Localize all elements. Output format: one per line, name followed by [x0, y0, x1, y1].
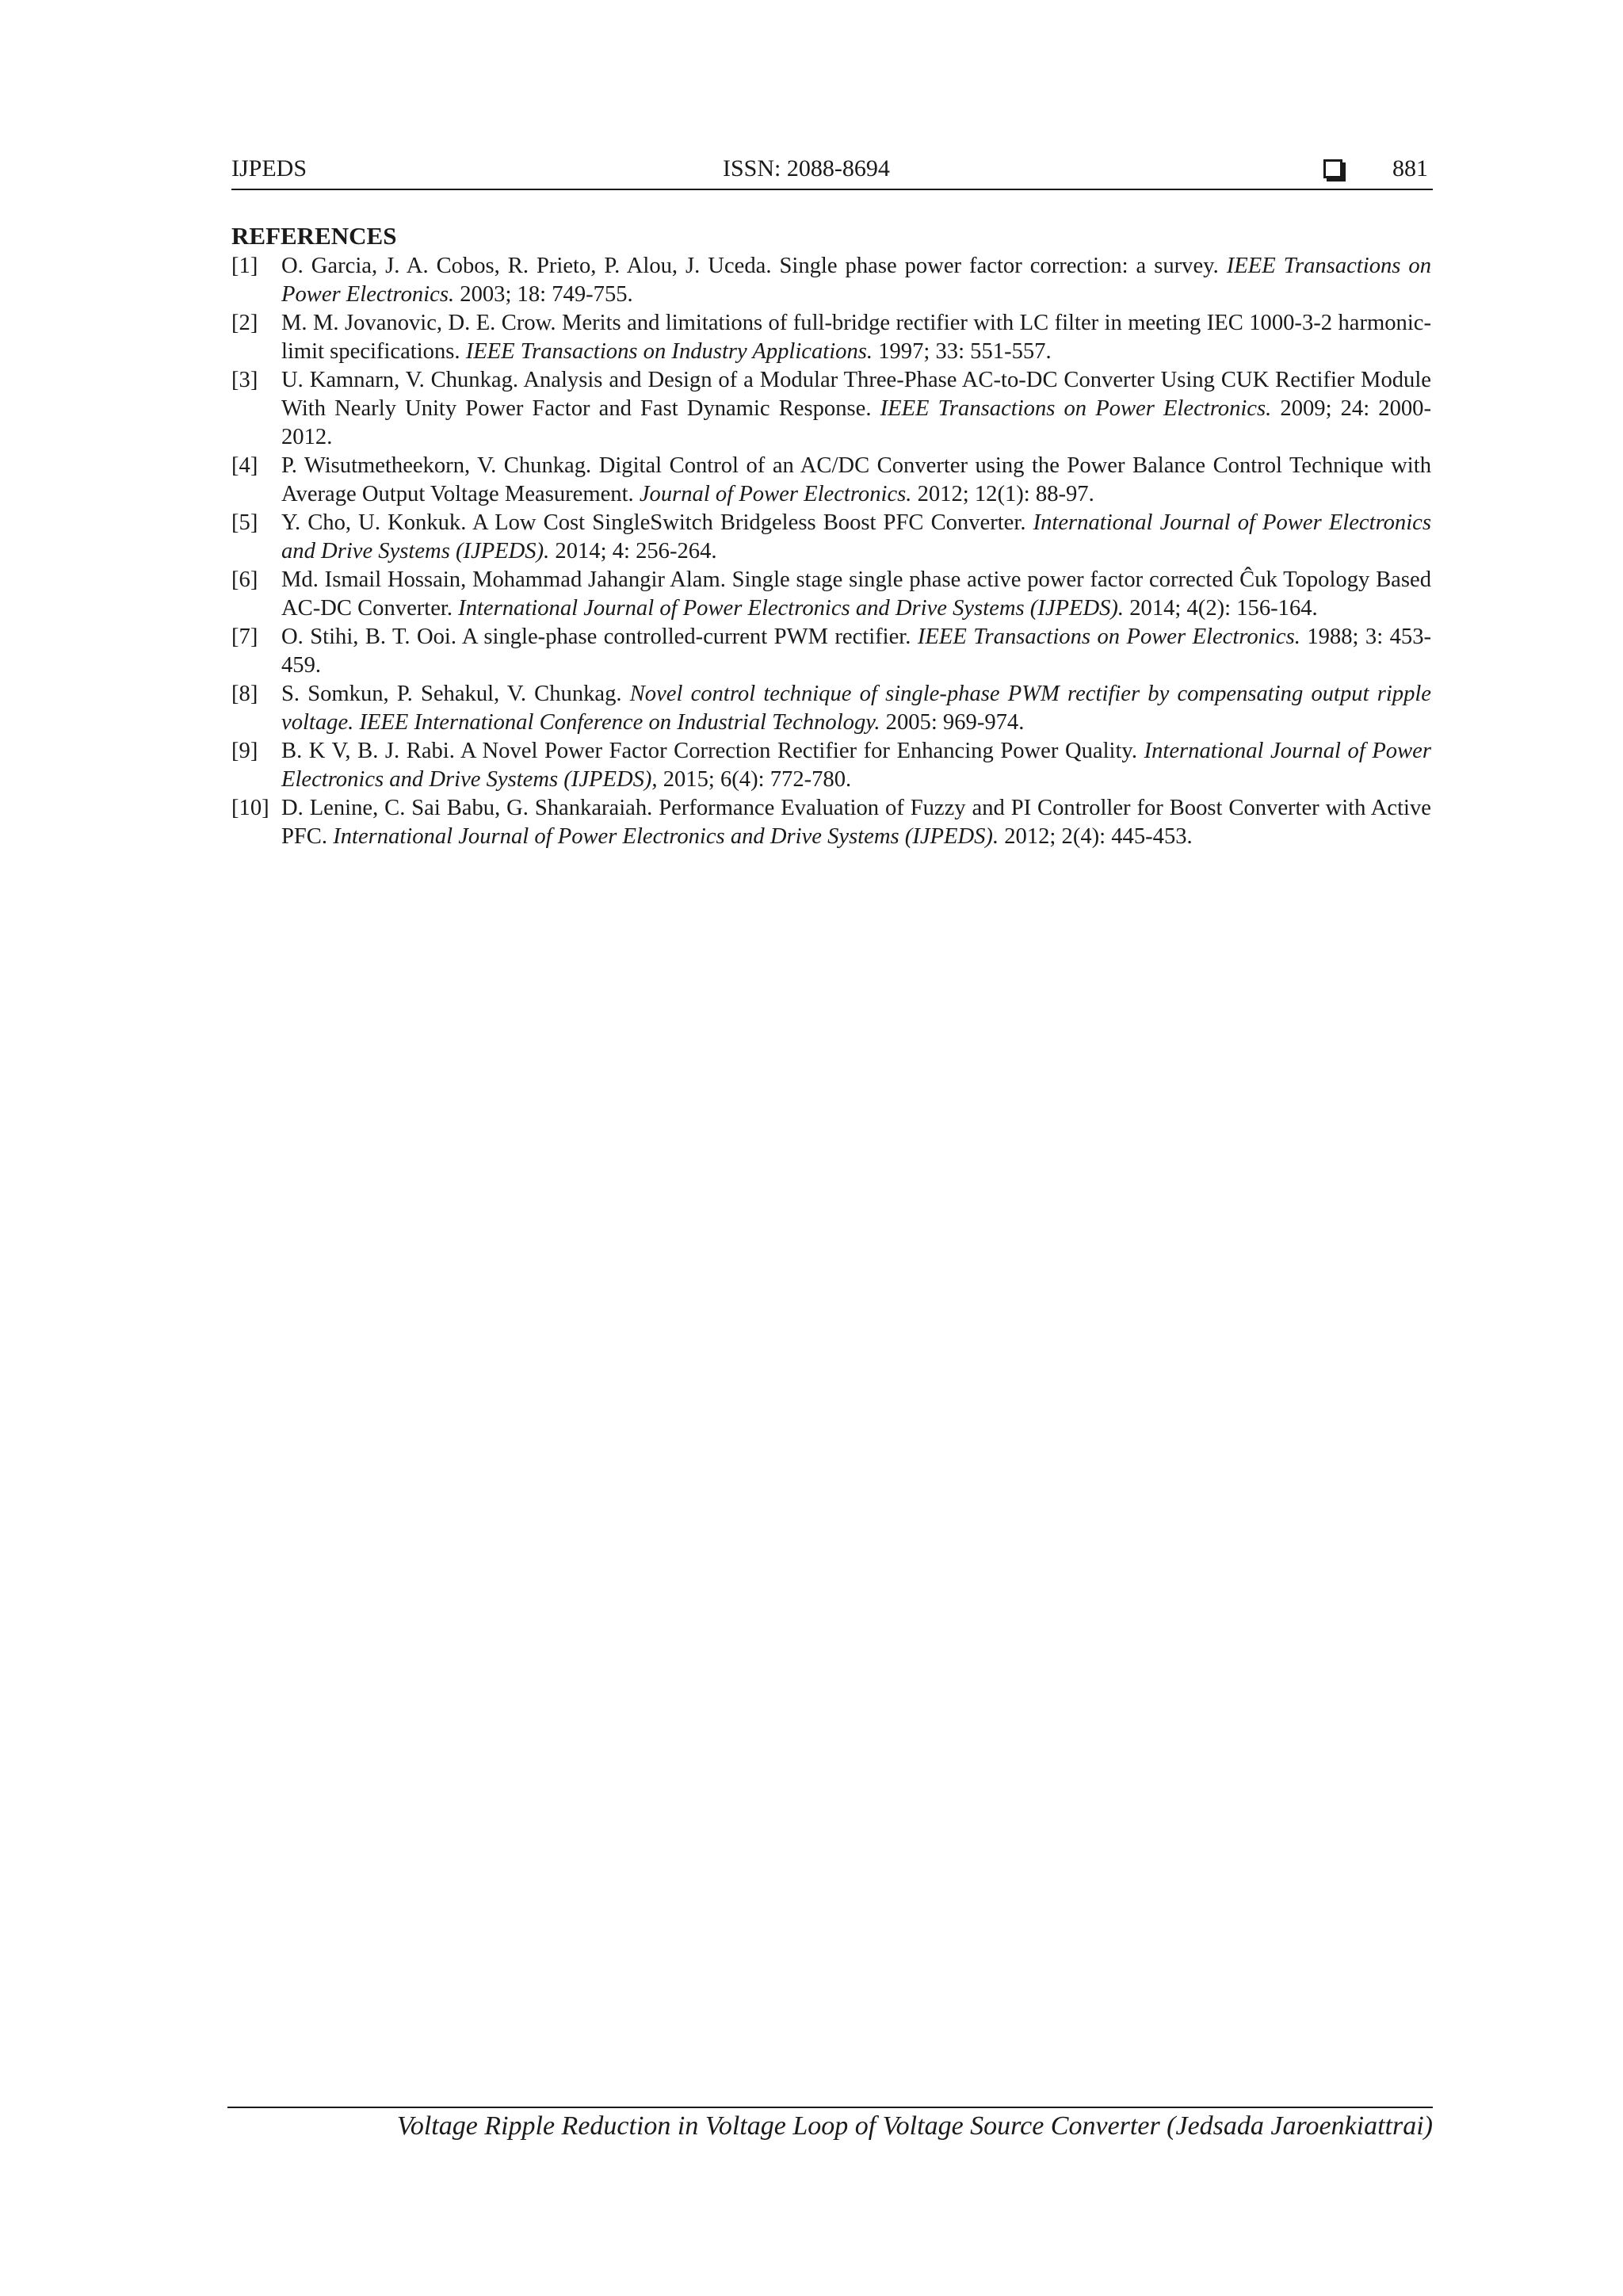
journal-abbreviation: IJPEDS	[231, 155, 307, 181]
reference-number: [7]	[231, 625, 258, 649]
reference-title: Single stage single phase active power factor corrected Ĉuk Topology Based AC-DC Converter.	[281, 567, 1431, 621]
reference-number: [4]	[231, 453, 258, 478]
reference-title: A Novel Power Factor Correction Rectifier for Enhancing Power Quality.	[460, 739, 1144, 763]
reference-details: 2012; 2(4): 445-453.	[999, 824, 1193, 849]
reference-number: [3]	[231, 368, 258, 392]
reference-source: International Journal of Power Electronics and Drive Systems (IJPEDS).	[333, 824, 999, 849]
reference-number: [2]	[231, 311, 258, 335]
reference-item	[231, 794, 1431, 851]
reference-source: IEEE Transactions on Industry Applications.	[465, 339, 873, 364]
reference-list	[231, 252, 1431, 851]
reference-details: 1997; 33: 551-557.	[873, 339, 1052, 364]
reference-authors: O. Stihi, B. T. Ooi.	[281, 625, 462, 649]
footer-divider	[227, 2107, 1433, 2108]
reference-details: 2003; 18: 749-755.	[454, 282, 633, 307]
reference-details: 2014; 4(2): 156-164.	[1124, 596, 1318, 621]
reference-source: International Journal of Power Electronics and Drive Systems (IJPEDS),	[281, 739, 1431, 792]
reference-authors: Y. Cho, U. Konkuk.	[281, 510, 472, 535]
reference-title: Performance Evaluation of Fuzzy and PI Controller for Boost Converter with Active PFC.	[281, 796, 1431, 849]
reference-number: [8]	[231, 682, 258, 706]
reference-title: Digital Control of an AC/DC Converter using the Power Balance Control Technique with Average Output Voltage Measurement.	[281, 453, 1431, 506]
reference-source: International Journal of Power Electronics and Drive Systems (IJPEDS).	[281, 510, 1431, 563]
reference-item	[231, 452, 1431, 509]
reference-item	[231, 623, 1431, 680]
box-bullet-icon	[1323, 159, 1342, 178]
reference-source: IEEE Transactions on Power Electronics.	[917, 625, 1300, 649]
reference-authors: O. Garcia, J. A. Cobos, R. Prieto, P. Alou, J. Uceda.	[281, 254, 780, 278]
reference-authors: Md. Ismail Hossain, Mohammad Jahangir Alam.	[281, 567, 732, 592]
reference-item	[231, 252, 1431, 309]
reference-details: 2005: 969-974.	[880, 710, 1025, 735]
reference-source: IEEE Transactions on Power Electronics.	[880, 396, 1272, 421]
reference-number: [5]	[231, 510, 258, 535]
reference-item	[231, 680, 1431, 737]
reference-item	[231, 366, 1431, 452]
reference-title: A single-phase controlled-current PWM rectifier.	[461, 625, 918, 649]
reference-source: IEEE Transactions on Power Electronics.	[281, 254, 1431, 307]
header-divider	[231, 189, 1433, 190]
reference-number: [1]	[231, 254, 258, 278]
page-number: 881	[1392, 155, 1428, 181]
reference-authors: D. Lenine, C. Sai Babu, G. Shankaraiah.	[281, 796, 659, 820]
reference-source: Journal of Power Electronics.	[639, 482, 912, 506]
issn: ISSN: 2088-8694	[723, 155, 890, 181]
reference-title: Single phase power factor correction: a survey.	[779, 254, 1227, 278]
reference-number: [9]	[231, 739, 258, 763]
reference-authors: P. Wisutmetheekorn, V. Chunkag.	[281, 453, 599, 478]
reference-authors: B. K V, B. J. Rabi.	[281, 739, 460, 763]
references-heading: REFERENCES	[231, 222, 397, 250]
reference-item	[231, 566, 1431, 623]
reference-details: 2012; 12(1): 88-97.	[911, 482, 1094, 506]
running-header	[231, 155, 1433, 190]
reference-item	[231, 309, 1431, 366]
reference-details: 2014; 4: 256-264.	[549, 539, 717, 563]
reference-details: 2015; 6(4): 772-780.	[657, 767, 852, 792]
reference-title: Novel control technique of single-phase PWM rectifier by compensating output ripple voltage. IEEE International Conference on Industrial Technology.	[281, 682, 1432, 735]
reference-details: 1988; 3: 453-459.	[281, 625, 1432, 678]
reference-item	[231, 737, 1431, 794]
reference-authors: U. Kamnarn, V. Chunkag.	[281, 368, 524, 392]
reference-authors: M. M. Jovanovic, D. E. Crow.	[281, 311, 563, 335]
reference-title: A Low Cost SingleSwitch Bridgeless Boost PFC Converter.	[472, 510, 1033, 535]
running-footer: Voltage Ripple Reduction in Voltage Loop of Voltage Source Converter (Jedsada Jaroenkiattrai)	[396, 2111, 1433, 2141]
reference-number: [10]	[231, 796, 269, 820]
reference-source: International Journal of Power Electronics and Drive Systems (IJPEDS).	[458, 596, 1125, 621]
reference-details: 2009; 24: 2000-2012.	[281, 396, 1431, 449]
reference-authors: S. Somkun, P. Sehakul, V. Chunkag.	[281, 682, 630, 706]
reference-title: Analysis and Design of a Modular Three-Phase AC-to-DC Converter Using CUK Rectifier Module With Nearly Unity Power Factor and Fast Dynamic Response.	[281, 368, 1431, 421]
reference-title: Merits and limitations of full-bridge rectifier with LC filter in meeting IEC 1000-3-2 harmonic-limit specifications.	[281, 311, 1431, 364]
reference-item	[231, 509, 1431, 566]
reference-number: [6]	[231, 567, 258, 592]
